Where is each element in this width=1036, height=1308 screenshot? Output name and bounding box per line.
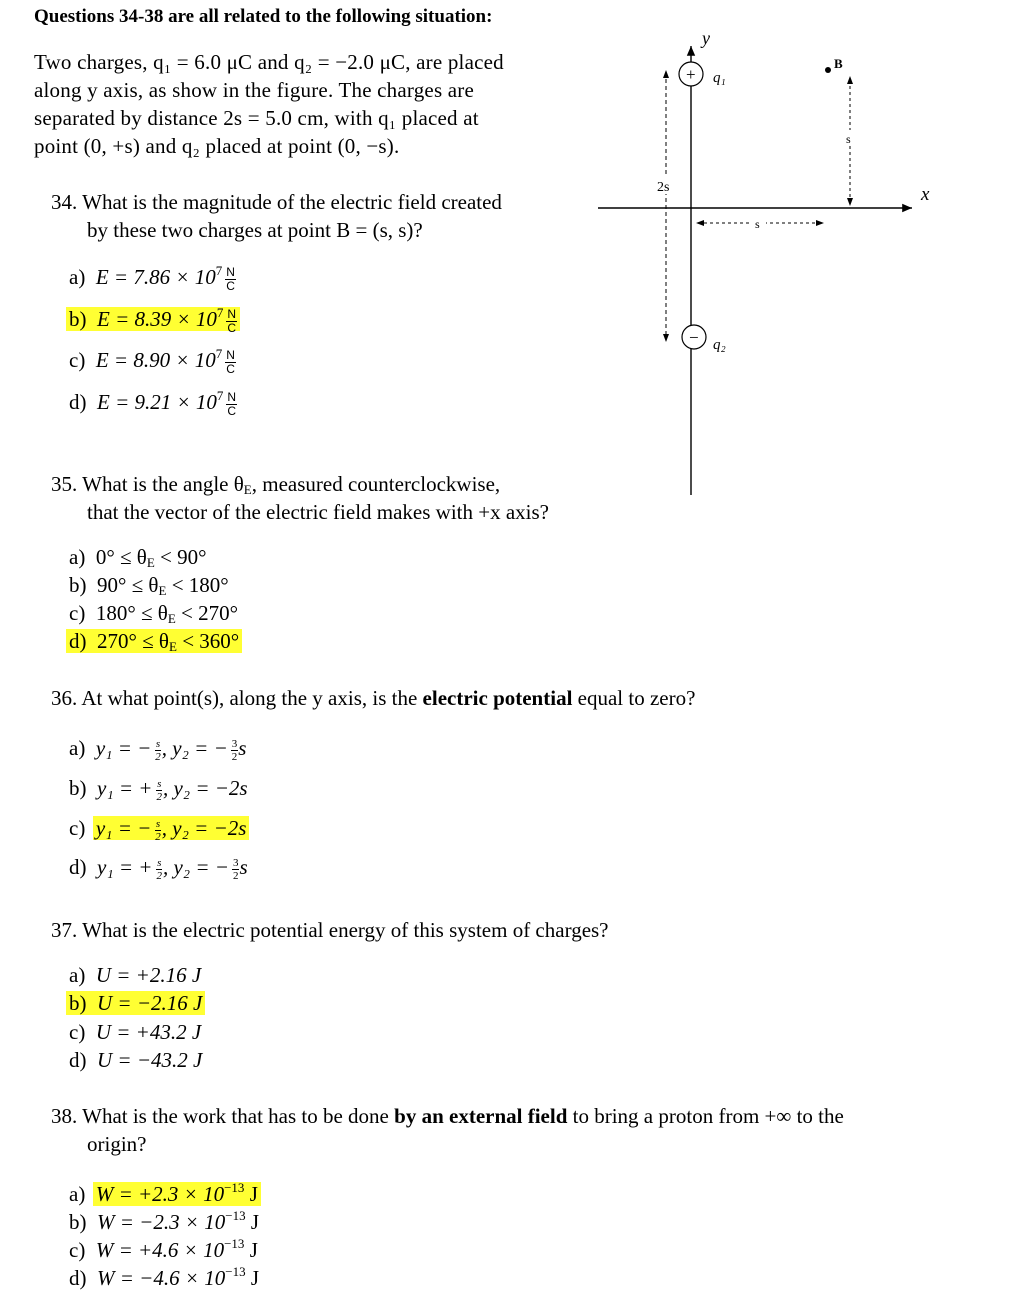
q38-option-a[interactable]: a) $W = +2.3 \times 10^{-13}$ J <box>69 1180 261 1207</box>
point-b-label: B <box>834 56 843 71</box>
q36-option-c[interactable]: c) y₁ = − $\frac{s}{2}$ , y₂ = −2s <box>69 816 249 843</box>
section-heading: Questions 34-38 are all related to the following situation: <box>34 6 493 27</box>
q35-option-d[interactable]: d) $270^\circ \le \theta_E < 360^\circ$ <box>69 629 242 655</box>
q38-option-b[interactable]: b) $W = -2.3 \times 10^{-13}$ J <box>69 1208 260 1234</box>
intro-line-4: point (0, +s) and q₂ placed at point (0, −s). <box>34 134 400 158</box>
dim-s-vertical-label: s <box>846 132 851 146</box>
q36-option-d[interactable]: d) y₁ = + $\frac{s}{2}$ , y₂ = − $\frac{3}{2}$ s <box>69 855 248 882</box>
q34-stem-line-1: 34. What is the magnitude of the electric field created <box>51 190 502 214</box>
q1-sign: + <box>686 65 696 84</box>
q34-option-c[interactable]: c) $E = 8.90 \times 10^7$ $\frac{N}{C}$ <box>69 346 235 376</box>
dim-s-vertical-arrow-bottom <box>847 198 853 206</box>
q38-stem-line-2: origin? <box>87 1132 147 1156</box>
intro-line-2: along y axis, as show in the figure. The charges are <box>34 78 474 102</box>
dim-2s-arrow-bottom <box>663 334 669 342</box>
q35-option-b[interactable]: b) $90^\circ \le \theta_E < 180^\circ$ <box>69 573 229 598</box>
q35-stem-line-2: that the vector of the electric field makes with +x axis? <box>87 500 549 524</box>
q37-option-a[interactable]: a) U = +2.16 J <box>69 963 202 987</box>
q36-stem: 36. At what point(s), along the y axis, is the electric potential equal to zero? <box>51 686 696 710</box>
x-axis-label: x <box>921 184 930 205</box>
q2-label: q₂ <box>713 337 726 353</box>
point-b <box>825 67 831 73</box>
q35-option-c[interactable]: c) $180^\circ \le \theta_E < 270^\circ$ <box>69 601 239 626</box>
q38-option-d[interactable]: d) $W = -4.6 \times 10^{-13}$ J <box>69 1264 260 1290</box>
q37-option-b[interactable]: b) U = −2.16 J <box>69 991 205 1016</box>
q34-option-b[interactable]: b) $E = 8.39 \times 10^7$ $\frac{N}{C}$ <box>69 305 240 335</box>
intro-line-3: separated by distance 2s = 5.0 cm, with q₁ placed at <box>34 106 479 130</box>
q34-option-d[interactable]: d) $E = 9.21 \times 10^7$ $\frac{N}{C}$ <box>69 388 237 418</box>
dim-s-horizontal-arrow-right <box>816 220 824 226</box>
q2-sign: − <box>689 328 699 347</box>
q34-stem-line-2: by these two charges at point B = (s, s)? <box>87 218 423 242</box>
y-axis-label: y <box>702 28 710 48</box>
q36-option-a[interactable]: a) y₁ = − $\frac{s}{2}$ , y₂ = − $\frac{3}{2}$ s <box>69 736 247 763</box>
dim-s-vertical-arrow-top <box>847 76 853 84</box>
intro-line-1: Two charges, q₁ = 6.0 μC and q₂ = −2.0 μC, are placed <box>34 50 504 74</box>
dim-s-horizontal-label: s <box>755 217 760 231</box>
q1-label: q₁ <box>713 70 726 86</box>
q38-stem-line-1: 38. What is the work that has to be done by an external field to bring a proton from +∞ to the <box>51 1104 844 1128</box>
dim-2s-label: 2s <box>657 180 670 195</box>
q37-option-c[interactable]: c) U = +43.2 J <box>69 1020 202 1044</box>
q35-stem-line-1: 35. What is the angle $\theta_E$, measured counterclockwise, <box>51 472 501 497</box>
dim-s-horizontal-arrow-left <box>696 220 704 226</box>
q37-option-d[interactable]: d) U = −43.2 J <box>69 1048 203 1072</box>
q34-option-a[interactable]: a) $E = 7.86 \times 10^7$ $\frac{N}{C}$ <box>69 263 235 293</box>
q36-option-b[interactable]: b) y₁ = + $\frac{s}{2}$ , y₂ = −2s <box>69 776 248 803</box>
charge-diagram <box>0 0 1036 520</box>
dim-2s-arrow-top <box>663 70 669 78</box>
q38-option-c[interactable]: c) $W = +4.6 \times 10^{-13}$ J <box>69 1236 258 1262</box>
q37-stem: 37. What is the electric potential energy of this system of charges? <box>51 918 609 942</box>
q35-option-a[interactable]: a) $0^\circ \le \theta_E < 90^\circ$ <box>69 545 207 570</box>
